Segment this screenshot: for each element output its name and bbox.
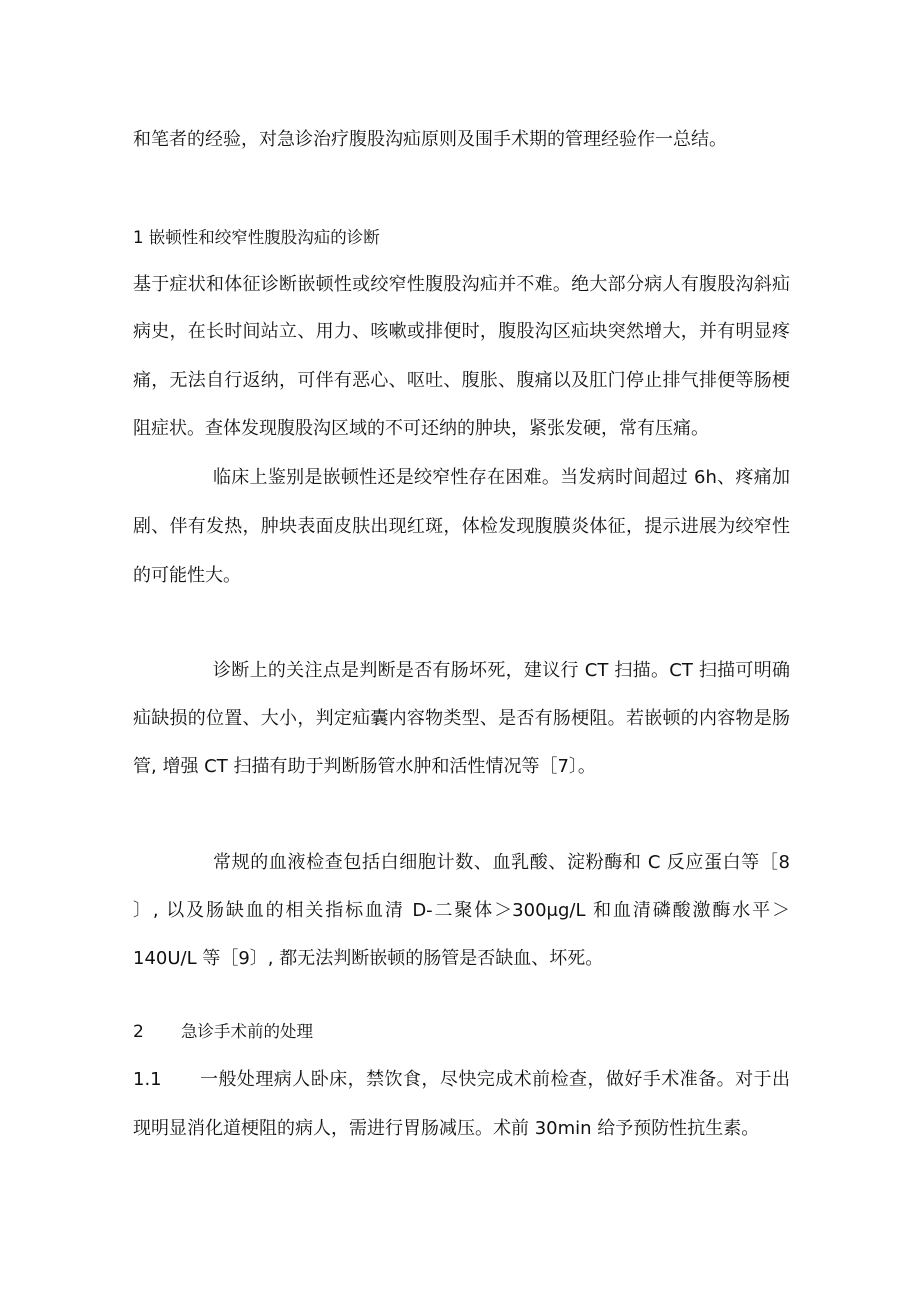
paragraph-line: 剧、伴有发热，肿块表面皮肤出现红斑，体检发现腹膜炎体征，提示进展为绞窄性 [133,516,790,537]
paragraph-line: 基于症状和体征诊断嵌顿性或绞窄性腹股沟疝并不难。绝大部分病人有腹股沟斜疝 [133,274,790,295]
intro-line: 和笔者的经验，对急诊治疗腹股沟疝原则及围手术期的管理经验作一总结。 [133,129,727,150]
section-1-heading: 1 嵌顿性和绞窄性腹股沟疝的诊断 [133,228,380,247]
paragraph-line: 140U/L 等［9〕, 都无法判断嵌顿的肠管是否缺血、坏死。 [133,948,604,969]
section-2-number: 2 [133,1022,144,1042]
paragraph-line: 疝缺损的位置、大小，判定疝囊内容物类型、是否有肠梗阻。若嵌顿的内容物是肠 [133,708,790,729]
paragraph-line: 痛，无法自行返纳，可伴有恶心、呕吐、腹胀、腹痛以及肛门停止排气排便等肠梗 [133,370,790,391]
paragraph-line: 一般处理病人卧床，禁饮食，尽快完成术前检查，做好手术准备。对于出 [200,1069,790,1090]
paragraph-line: 临床上鉴别是嵌顿性还是绞窄性存在困难。当发病时间超过 6h、疼痛加 [213,467,790,488]
paragraph-line: 现明显消化道梗阻的病人，需进行胃肠减压。术前 30min 给予预防性抗生素。 [133,1118,760,1139]
paragraph-line: 管, 增强 CT 扫描有助于判断肠管水肿和活性情况等［7〕。 [133,756,596,777]
paragraph-line: 病史，在长时间站立、用力、咳嗽或排便时，腹股沟区疝块突然增大，并有明显疼 [133,321,790,342]
paragraph-line: 阻症状。查体发现腹股沟区域的不可还纳的肿块，紧张发硬，常有压痛。 [133,418,709,439]
subsection-number: 1.1 [133,1069,162,1090]
paragraph-line: 常规的血液检查包括白细胞计数、血乳酸、淀粉酶和 C 反应蛋白等［8 [213,852,790,873]
paragraph-line: 诊断上的关注点是判断是否有肠坏死，建议行 CT 扫描。CT 扫描可明确 [213,660,790,681]
section-2-title: 急诊手术前的处理 [181,1022,313,1041]
paragraph-line: 〕, 以及肠缺血的相关指标血清 D-二聚体＞300μg/L 和血清磷酸激酶水平＞ [133,900,790,921]
paragraph-line: 的可能性大。 [133,565,241,586]
